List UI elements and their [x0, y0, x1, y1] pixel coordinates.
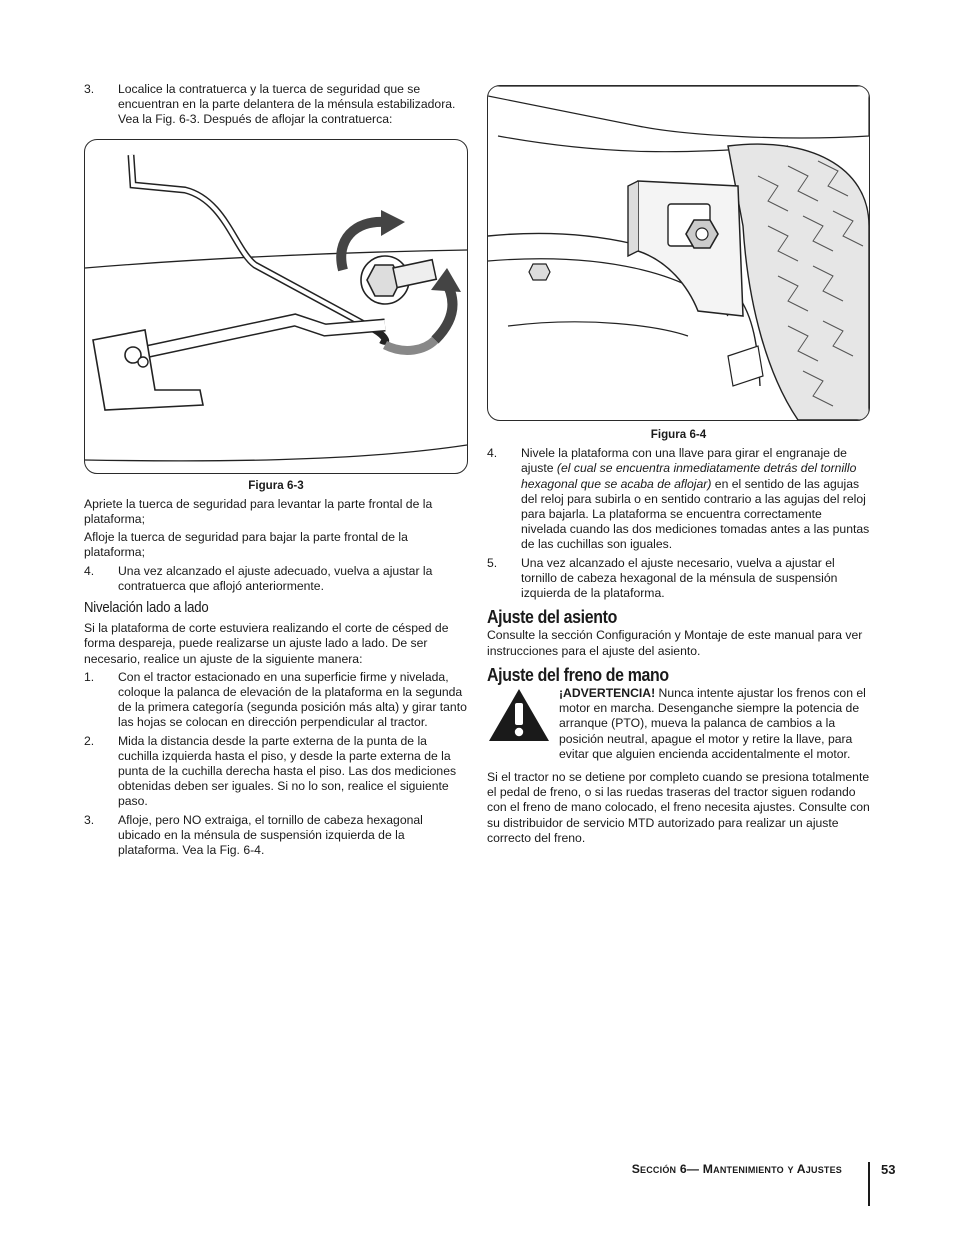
right-column — [487, 85, 870, 849]
item-number: 1. — [84, 669, 95, 684]
page-number: 53 — [881, 1162, 896, 1177]
paragraph: Consulte la sección Configuración y Montaje de este manual para ver instrucciones para el ajuste del asiento. — [487, 628, 863, 658]
warning-body: Nunca intente ajustar los frenos con el motor en marcha. Desenganche siempre la potencia de arranque (PTO), mueva la palanca de cambios a la posición neutral, apague el motor y retire la llave, para evitar que alguien encienda accidentalmente el motor. — [559, 686, 866, 761]
section-heading-asiento: Ajuste del asiento — [487, 606, 617, 628]
list-item — [84, 564, 468, 594]
item-number: 3. — [84, 82, 95, 96]
footer-section-title — [560, 1162, 842, 1176]
list-item — [84, 734, 468, 810]
paragraph: Si la plataforma de corte estuviera realizando el corte de césped de forma despareja, puede realizarse un ajuste lado a lado. De ser necesario, realice un ajuste de la siguiente manera: — [84, 621, 449, 666]
figure-6-4-illustration — [488, 86, 869, 420]
item-number: 4. — [84, 563, 95, 578]
item-text: Mida la distancia desde la parte externa de la punta de la cuchilla izquierda hasta el piso, y desde la parte externa de la punta de la cuchilla derecha hasta el piso. Las dos mediciones obtenidas deben ser iguales. Si no lo son, realice el siguiente paso. — [118, 733, 457, 809]
warning-text — [559, 686, 870, 762]
paragraph: Si el tractor no se detiene por completo cuando se presiona totalmente el pedal de freno, o si las ruedas traseras del tractor siguen rodando con el freno de mano colocado, el freno necesita ajustes. Consulte con su distribuidor de servicio MTD autorizado para realizar un ajuste correcto del freno. — [487, 770, 870, 845]
figure-6-4-caption: Figura 6-4 — [650, 428, 707, 441]
list-item — [84, 670, 468, 731]
item-number: 3. — [84, 812, 95, 827]
paragraph: Apriete la tuerca de seguridad para levantar la parte frontal de la plataforma; — [84, 496, 433, 527]
figure-6-3-illustration — [85, 140, 467, 473]
list-item — [84, 813, 468, 859]
item-text: Con el tractor estacionado en una superficie firme y nivelada, coloque la palanca de elevación de la plataforma en la segunda de la primera categoría (segunda posición más alta) y girar tanto las hojas se colocan en dirección perpendicular al tractor. — [118, 669, 467, 730]
footer-divider — [868, 1162, 870, 1206]
item-text-pre: Nivele la plataforma con una llave para girar el engranaje de ajuste — [521, 446, 847, 476]
paragraph: Afloje la tuerca de seguridad para bajar la parte frontal de la plataforma; — [84, 530, 408, 560]
item-text: Una vez alcanzado el ajuste necesario, vuelva a ajustar el tornillo de cabeza hexagonal de la ménsula de suspensión izquierda de la plataforma. — [521, 555, 838, 601]
figure-6-3-caption: Figura 6-3 — [248, 478, 304, 492]
left-column — [84, 82, 468, 861]
item-text-post: en el sentido de las agujas del reloj para subirla o en sentido contrario a las agujas del reloj para bajarla. La plataforma se encuentra correctamente nivelada cuando las dos mediciones tomadas antes a las puntas de las cuchillas son iguales. — [521, 476, 870, 552]
item-number: 5. — [487, 555, 498, 570]
item-number: 4. — [487, 446, 498, 461]
item-text: Localice la contratuerca y la tuerca de seguridad que se encuentran en la parte delantera de la ménsula estabilizadora. Vea la Fig. 6-3. Después de aflojar la contratuerca: — [118, 82, 456, 127]
section-heading-nivelacion: Nivelación lado a lado — [84, 600, 209, 617]
list-item — [487, 556, 870, 602]
footer-section-text: Sección 6— Mantenimiento y Ajustes — [631, 1162, 842, 1176]
warning-triangle-icon — [487, 687, 551, 743]
figure-6-3 — [84, 139, 468, 474]
section-heading-freno: Ajuste del freno de mano — [487, 663, 669, 685]
item-number: 2. — [84, 733, 95, 748]
list-item — [84, 82, 468, 128]
warning-label: ¡ADVERTENCIA! — [559, 686, 656, 701]
figure-6-4 — [487, 85, 870, 421]
item-text-italic: (el cual se encuentra inmediatamente detrás del tornillo hexagonal que se acaba de aflojar) — [521, 461, 857, 491]
item-text: Afloje, pero NO extraiga, el tornillo de cabeza hexagonal ubicado en la ménsula de suspensión izquierda de la plataforma. Vea la Fig. 6-4. — [118, 812, 423, 858]
item-text: Una vez alcanzado el ajuste adecuado, vuelva a ajustar la contratuerca que aflojó anteriormente. — [118, 563, 433, 593]
warning-block — [487, 686, 870, 762]
list-item — [487, 446, 870, 552]
